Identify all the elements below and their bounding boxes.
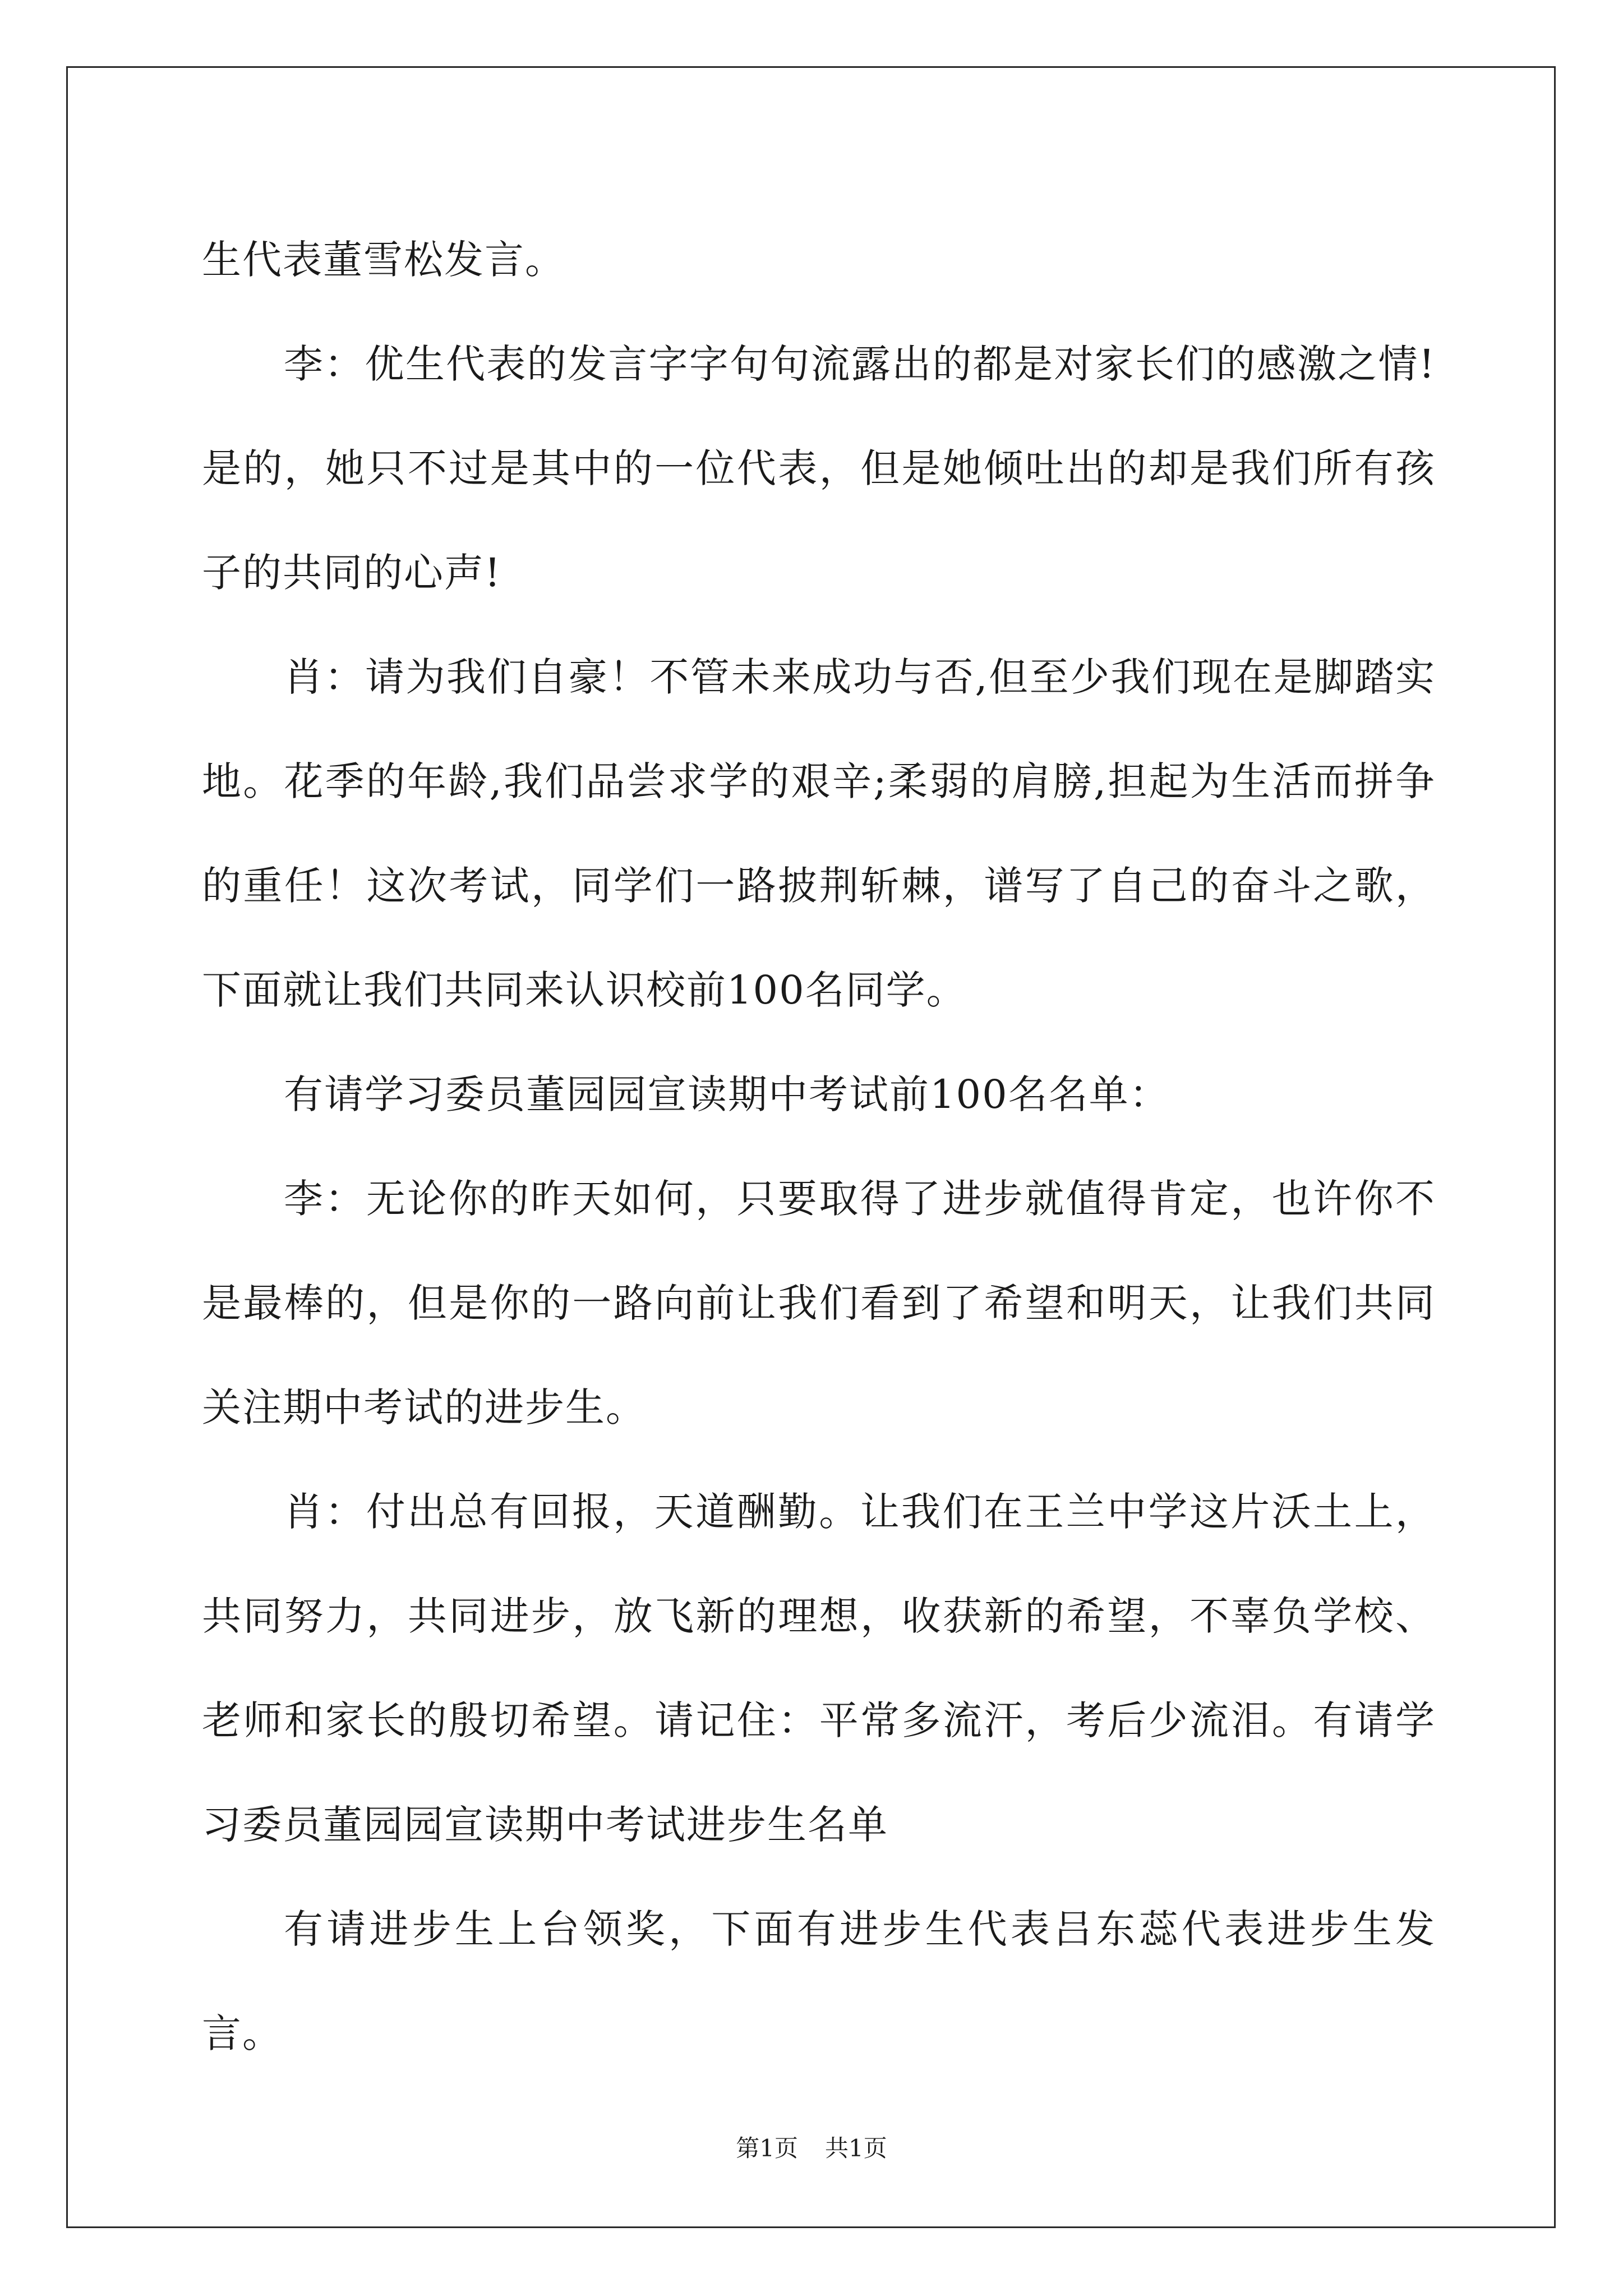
page-number: 第1页 <box>736 2134 798 2162</box>
paragraph-6: 肖：付出总有回报，天道酬勤。让我们在王兰中学这片沃土上，共同努力，共同进步，放飞新的理想，收获新的希望，不辜负学校、老师和家长的殷切希望。请记住：平常多流汗，考后少流泪。有请学习委员董园园宣读期中考试进步生名单 <box>202 1489 1436 1848</box>
document-body <box>202 208 1436 2086</box>
paragraph-5: 李：无论你的昨天如何，只要取得了进步就值得肯定，也许你不是最棒的，但是你的一路向前让我们看到了希望和明天，让我们共同关注期中考试的进步生。 <box>202 1176 1436 1430</box>
paragraph-3: 肖：请为我们自豪！不管未来成功与否,但至少我们现在是脚踏实地。花季的年龄,我们品尝求学的艰辛;柔弱的肩膀,担起为生活而拼争的重任！这次考试，同学们一路披荆斩棘，谱写了自己的奋斗之歌，下面就让我们共同来认识校前100名同学。 <box>202 654 1436 1013</box>
paragraph-1: 生代表董雪松发言。 <box>202 237 565 283</box>
page-total: 共1页 <box>825 2134 887 2162</box>
paragraph-4: 有请学习委员董园园宣读期中考试前100名名单： <box>284 1071 1170 1117</box>
paragraph-7: 有请进步生上台领奖，下面有进步生代表吕东蕊代表进步生发言。 <box>202 1906 1436 2056</box>
page-footer <box>0 2132 1623 2165</box>
paragraph-2: 李：优生代表的发言字字句句流露出的都是对家长们的感激之情!是的，她只不过是其中的一位代表，但是她倾吐出的却是我们所有孩子的共同的心声! <box>202 341 1436 596</box>
